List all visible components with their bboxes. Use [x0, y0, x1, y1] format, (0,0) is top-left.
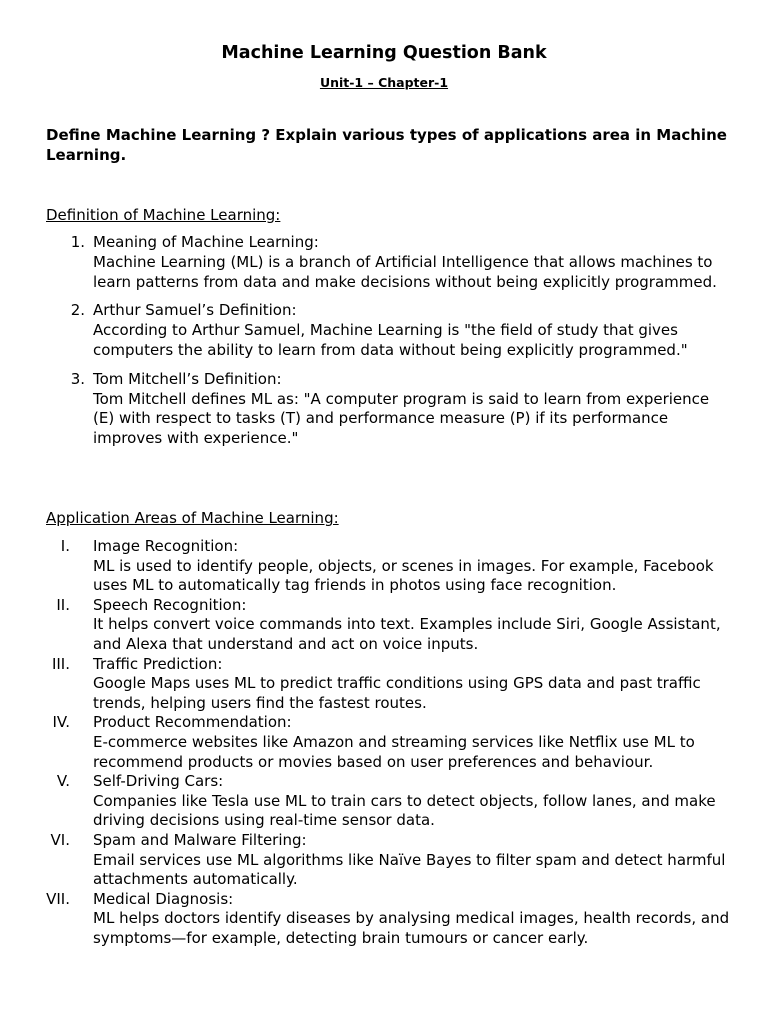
list-number: III.: [51, 654, 70, 673]
list-number: 1.: [70, 233, 85, 251]
application-text: Companies like Tesla use ML to train cars to detect objects, follow lanes, and make driving decisions using real-time sensor data.: [93, 791, 716, 830]
definition-label: Meaning of Machine Learning:: [93, 233, 319, 251]
application-label: Speech Recognition:: [93, 595, 247, 614]
definition-item: [0, 301, 733, 360]
definition-list: [0, 233, 768, 458]
application-item: [0, 713, 733, 772]
application-label: Spam and Malware Filtering:: [93, 830, 307, 849]
application-text: Google Maps uses ML to predict traffic conditions using GPS data and past traffic trends, helping users find the fastest routes.: [93, 674, 701, 712]
application-text: ML helps doctors identify diseases by analysing medical images, health records, and symptoms—for example, detecting brain tumours or cancer early.: [93, 909, 730, 947]
application-label: Product Recommendation:: [93, 713, 292, 732]
question-text: Define Machine Learning ? Explain various types of applications area in Machine Learning.: [46, 126, 727, 164]
list-number: 3.: [70, 369, 85, 388]
application-text: Email services use ML algorithms like Naïve Bayes to filter spam and detect harmful attachments automatically.: [93, 850, 726, 889]
page-title: Machine Learning Question Bank: [221, 43, 547, 63]
application-item: [0, 831, 733, 890]
application-item: [0, 772, 733, 831]
application-label: Traffic Prediction:: [93, 654, 223, 673]
application-text: ML is used to identify people, objects, or scenes in images. For example, Facebook uses ML to automatically tag friends in photos using face recognition.: [93, 556, 714, 595]
application-item: [0, 596, 733, 655]
list-number: VI.: [50, 830, 70, 849]
definition-text: According to Arthur Samuel, Machine Learning is "the field of study that gives computers the ability to learn from data without being explicitly programmed.": [93, 321, 688, 359]
application-item: [0, 655, 733, 714]
application-item: [0, 537, 733, 596]
definition-text: Machine Learning (ML) is a branch of Artificial Intelligence that allows machines to learn patterns from data and make decisions without being explicitly programmed.: [93, 252, 717, 291]
list-number: I.: [60, 537, 70, 555]
list-number: II.: [56, 595, 70, 614]
application-text: E-commerce websites like Amazon and streaming services like Netflix use ML to recommend products or movies based on user preferences and behaviour.: [93, 732, 695, 771]
application-label: Medical Diagnosis:: [93, 889, 234, 908]
page-subtitle: Unit-1 – Chapter-1: [319, 75, 449, 90]
definition-label: Arthur Samuel’s Definition:: [93, 301, 297, 320]
applications-heading: Application Areas of Machine Learning:: [46, 509, 339, 527]
list-number: VII.: [46, 889, 70, 908]
definition-label: Tom Mitchell’s Definition:: [93, 369, 282, 388]
application-text: It helps convert voice commands into text. Examples include Siri, Google Assistant, and Alexa that understand and act on voice inputs.: [93, 615, 721, 653]
applications-list: [0, 537, 768, 948]
application-item: [0, 890, 733, 949]
application-label: Image Recognition:: [93, 537, 239, 555]
definition-text: Tom Mitchell defines ML as: "A computer program is said to learn from experience (E) with respect to tasks (T) and performance measure (P) if its performance improves with experience.": [93, 389, 710, 448]
definition-item: [0, 370, 733, 449]
application-label: Self-Driving Cars:: [93, 772, 224, 791]
definition-heading: Definition of Machine Learning:: [46, 206, 281, 224]
list-number: V.: [56, 772, 70, 791]
list-number: IV.: [52, 713, 70, 732]
definition-item: [0, 233, 733, 292]
list-number: 2.: [70, 301, 85, 320]
